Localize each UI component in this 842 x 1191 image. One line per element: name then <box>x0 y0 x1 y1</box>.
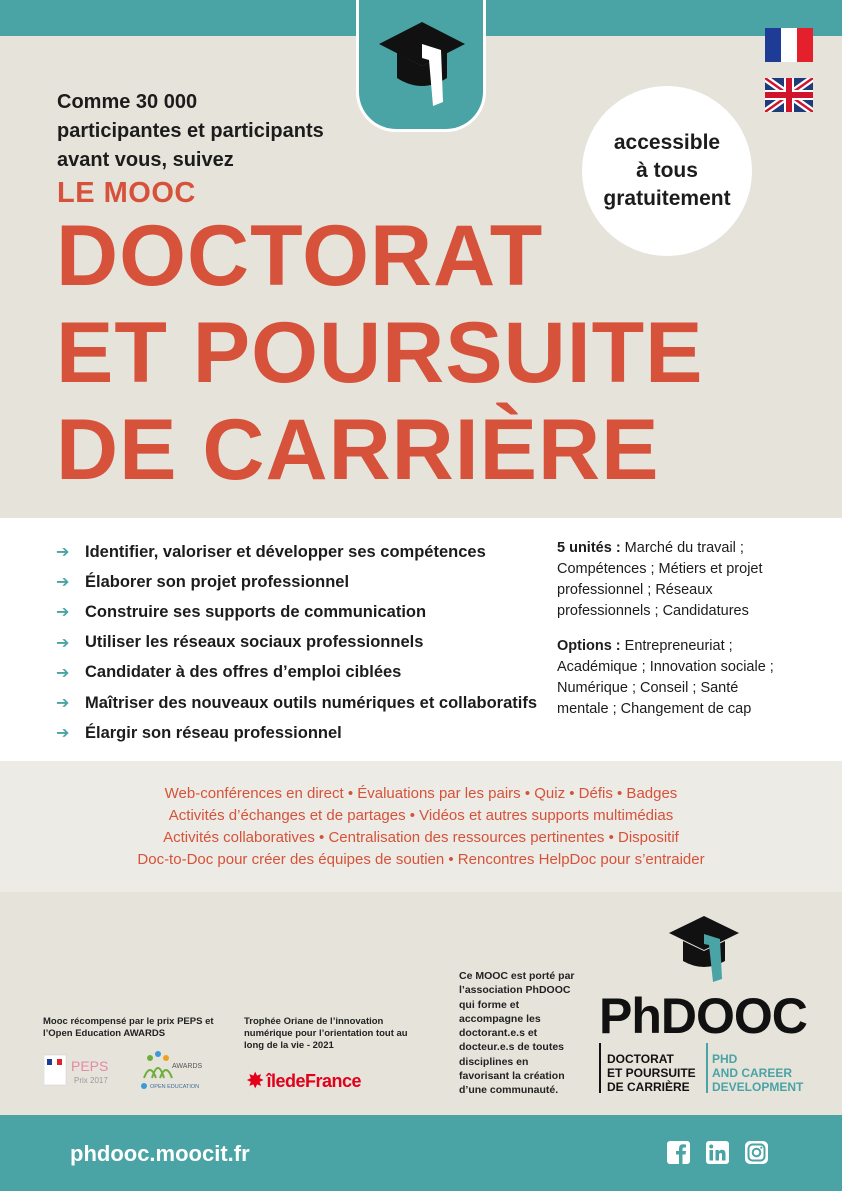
features-line: Activités d’échanges et de partages • Vidéos et autres supports multimédias <box>168 807 674 824</box>
phdooc-subtitle-en <box>706 1043 803 1093</box>
intro-line: participantes et participants <box>57 120 324 142</box>
objective-text: Maîtriser des nouveaux outils numériques et collaboratifs <box>85 693 538 712</box>
peps-logo <box>44 1051 114 1089</box>
objective-text: Utiliser les réseaux sociaux professionnels <box>85 633 424 652</box>
subtitle-line: ET POURSUITE <box>607 1066 696 1080</box>
title-line: DE CARRIÈRE <box>56 402 660 498</box>
arrow-icon: ➔ <box>56 695 70 713</box>
arrow-icon: ➔ <box>56 634 70 652</box>
intro-text <box>57 88 377 175</box>
oea-logo-awards: AWARDS <box>172 1063 203 1070</box>
objective-text: Construire ses supports de communication <box>85 602 427 621</box>
units-label: 5 unités : <box>557 540 621 556</box>
title-line: ET POURSUITE <box>56 305 704 401</box>
list-item <box>56 658 546 688</box>
arrow-icon: ➔ <box>56 544 70 562</box>
features-section <box>0 761 842 892</box>
subtitle-line: DEVELOPMENT <box>712 1080 804 1094</box>
title-line: DOCTORAT <box>56 208 544 304</box>
intro-line: avant vous, suivez <box>57 149 234 171</box>
uk-flag-icon[interactable] <box>765 78 813 112</box>
badge-line: à tous <box>636 159 698 182</box>
facebook-icon[interactable] <box>667 1141 690 1164</box>
options-paragraph <box>557 636 777 720</box>
units-paragraph <box>557 538 777 622</box>
oea-logo-consortium: OPEN EDUCATION <box>150 1084 200 1090</box>
graduation-cap-icon <box>667 915 741 983</box>
badge-line: accessible <box>613 131 721 154</box>
award-oriane-text: Trophée Oriane de l’innovation numérique pour l’orientation tout au long de la vie - 2021 <box>244 1016 408 1051</box>
ile-de-france-logo <box>246 1070 361 1092</box>
subtitle-line: DE CARRIÈRE <box>607 1080 690 1094</box>
award-peps-text: Mooc récompensé par le prix PEPS et l’Open Education AWARDS <box>43 1016 214 1039</box>
phdooc-subtitle-fr <box>599 1043 706 1093</box>
objective-text: Candidater à des offres d’emploi ciblées <box>85 663 402 682</box>
arrow-icon: ➔ <box>56 574 70 592</box>
options-label: Options : <box>557 638 621 654</box>
open-education-awards-logo <box>138 1048 206 1092</box>
intro-line: Comme 30 000 <box>57 91 198 113</box>
list-item <box>56 628 546 658</box>
free-access-badge <box>582 86 752 256</box>
subtitle-line: AND CAREER <box>712 1066 793 1080</box>
features-line: Web-conférences en direct • Évaluations par les pairs • Quiz • Défis • Badges <box>164 785 678 802</box>
list-item <box>56 597 546 627</box>
page-title <box>56 208 704 499</box>
list-item <box>56 567 546 597</box>
features-line: Doc-to-Doc pour créer des équipes de soutien • Rencontres HelpDoc pour s’entraider <box>137 851 705 868</box>
units-text: Marché du travail ; Compétences ; Métiers et projet professionnel ; Réseaux professionnels ; Candidatures <box>557 540 763 619</box>
instagram-icon[interactable] <box>745 1141 768 1164</box>
badge-line: gratuitement <box>603 187 731 210</box>
french-flag-icon[interactable] <box>765 28 813 62</box>
objective-text: Élargir son réseau professionnel <box>85 723 342 742</box>
subtitle-line: DOCTORAT <box>607 1052 674 1066</box>
phdooc-subtitle <box>599 1043 803 1093</box>
ile-de-france-text: îledeFrance <box>266 1070 361 1091</box>
objective-text: Identifier, valoriser et développer ses compétences <box>85 542 486 561</box>
association-description: Ce MOOC est porté par l’association PhDOOC qui forme et accompagne les doctorant.e.s et docteur.e.s de toutes disciplines en favorisant la création d’une communauté. <box>459 970 575 1097</box>
website-link[interactable]: phdooc.moocit.fr <box>70 1141 250 1166</box>
units-panel <box>557 538 777 720</box>
objective-text: Élaborer son projet professionnel <box>85 572 350 591</box>
star-icon: ✸ <box>246 1068 265 1093</box>
arrow-icon: ➔ <box>56 664 70 682</box>
list-item <box>56 688 546 718</box>
list-item <box>56 537 546 567</box>
peps-logo-text: PEPS <box>71 1058 109 1074</box>
le-mooc-label: LE MOOC <box>57 177 196 209</box>
arrow-icon: ➔ <box>56 604 70 622</box>
peps-logo-year: Prix 2017 <box>74 1076 108 1085</box>
features-line: Activités collaboratives • Centralisation des ressources pertinentes • Dispositif <box>163 829 679 846</box>
options-text: Entrepreneuriat ; Académique ; Innovation sociale ; Numérique ; Conseil ; Santé mentale ; Changement de cap <box>557 638 774 717</box>
arrow-icon: ➔ <box>56 725 70 743</box>
objectives-list <box>56 537 546 748</box>
list-item <box>56 718 546 748</box>
linkedin-icon[interactable] <box>706 1141 729 1164</box>
phdooc-logo: PhDOOC <box>599 988 807 1044</box>
graduation-cap-icon <box>377 20 467 108</box>
subtitle-line: PHD <box>712 1052 738 1066</box>
